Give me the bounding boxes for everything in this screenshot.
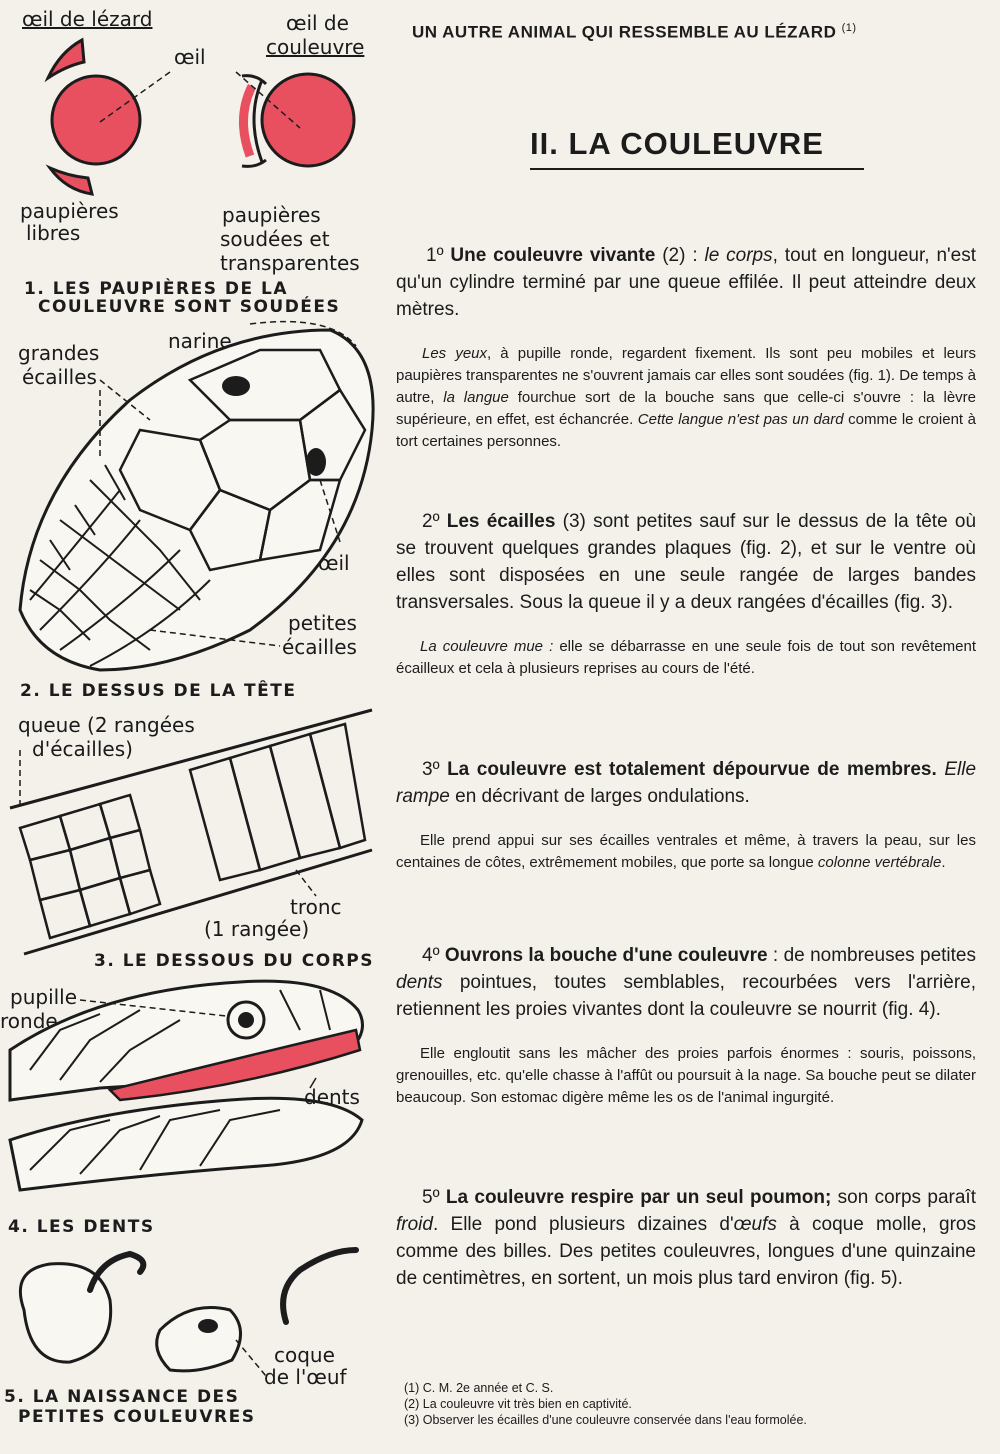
fig1-label-free-lids-l1: paupières <box>20 199 119 223</box>
fig3-label-trunk-l2: (1 rangée) <box>204 917 310 941</box>
fig1-label-snake-eye-l2: couleuvre <box>266 35 365 59</box>
fig2-label-nostril: narine <box>168 329 232 353</box>
page-header-note: (1) <box>841 22 857 34</box>
section-2-number: 2º <box>422 511 440 532</box>
section-5-lead: La couleuvre respire par un seul poumon; <box>445 1187 832 1208</box>
section-1-detail: Les yeux, à pupille ronde, regardent fixement. Ils sont peu mobiles et leurs paupières transparentes ne s'ouvrent jamais car elles sont soudées (fig. 1). De temps à autre, la langue fourchue sort de la bouche sans que celle-ci s'ouvre : la lèvre supérieure, en effet, est échancrée. Cette langue n'est pas un dard comme le croient à tort certaines personnes. <box>396 345 977 450</box>
head-right-eye <box>306 448 326 476</box>
fig1-caption-l2: COULEUVRE SONT SOUDÉES <box>38 297 341 317</box>
fig4-label-pupil-l2: ronde <box>0 1009 58 1033</box>
fig1-label-lizard-eye: œil de lézard <box>22 7 153 31</box>
section-3-lead: La couleuvre est totalement dépourvue de membres. <box>447 759 937 780</box>
section-4 <box>396 942 976 1109</box>
section-1-main: 1º Une couleuvre vivante (2) : le corps, tout en longueur, n'est qu'un cylindre terminé par une queue effilée. Il peut atteindre deux mètres. <box>396 245 976 320</box>
section-5 <box>396 1184 976 1292</box>
snake-lid-arc-outer <box>243 86 252 156</box>
fig5-caption-l2: PETITES COULEUVRES <box>18 1407 256 1427</box>
fig5-label-shell-l1: coque <box>274 1343 335 1367</box>
section-2 <box>396 508 976 680</box>
section-3-number: 3º <box>422 759 440 780</box>
section-5-number: 5º <box>422 1187 440 1208</box>
snake-eye-ball <box>262 74 354 166</box>
fig1-label-free-lids-l2: libres <box>26 221 81 245</box>
fig1-label-snake-eye-l1: œil de <box>286 11 349 35</box>
section-4-number: 4º <box>422 945 440 966</box>
fig1-label-fused-lids-l2: soudées et <box>220 227 330 251</box>
footnote-1: (1) C. M. 2e année et C. S. <box>404 1381 554 1395</box>
fig1-label-eye: œil <box>174 45 206 69</box>
section-2-note: (3) <box>562 511 586 532</box>
page-title: II. LA COULEUVRE <box>530 126 824 161</box>
fig1-caption-l1: 1. LES PAUPIÈRES DE LA <box>24 279 289 299</box>
fig3-label-tail-l2: d'écailles) <box>32 737 133 761</box>
section-4-main: 4º Ouvrons la bouche d'une couleuvre : de nombreuses petites dents pointues, toutes semblables, recourbées vers l'arrière, retiennent les proies vivantes dont la couleuvre se nourrit (fig. 4). <box>396 945 976 1020</box>
footnote-2: (2) La couleuvre vit très bien en captivité. <box>404 1397 632 1411</box>
section-4-detail: Elle engloutit sans les mâcher des proies parfois énormes : souris, poissons, grenouilles, etc. qu'elle chasse à l'affût ou poursuit à la nage. Sa bouche peut se dilater beaucoup. Son estomac digère même les os de l'animal ingurgité. <box>396 1045 976 1106</box>
fig5-label-shell-l2: de l'œuf <box>264 1365 347 1389</box>
section-2-detail: La couleuvre mue : elle se débarrasse en une seule fois de tout son revêtement écailleux et cela à plusieurs reprises au cours de l'été. <box>396 638 977 677</box>
fig2-label-large-scales-l1: grandes <box>18 341 100 365</box>
lizard-lower-lid <box>50 168 92 194</box>
fig4-label-pupil-l1: pupille <box>10 985 78 1009</box>
fig3-caption: 3. LE DESSOUS DU CORPS <box>94 951 374 971</box>
footnotes <box>404 1380 807 1428</box>
fig1-label-fused-lids-l1: paupières <box>222 203 321 227</box>
section-3-main: 3º La couleuvre est totalement dépourvue de membres. Elle rampe en décrivant de larges ondulations. <box>396 759 977 807</box>
page-header <box>412 22 990 43</box>
page-header-text: UN AUTRE ANIMAL QUI RESSEMBLE AU LÉZARD <box>412 22 837 42</box>
fig2-label-eye: œil <box>318 551 350 575</box>
section-1-lead: Une couleuvre vivante <box>450 245 656 266</box>
fig2-label-small-scales-l1: petites <box>288 611 357 635</box>
section-1-note: (2) <box>662 245 686 266</box>
fig4-caption: 4. LES DENTS <box>8 1217 155 1237</box>
fig2-label-small-scales-l2: écailles <box>282 635 357 659</box>
lizard-upper-lid <box>48 40 84 78</box>
fig4-label-teeth: dents <box>304 1085 360 1109</box>
footnote-3: (3) Observer les écailles d'une couleuvre conservée dans l'eau formolée. <box>404 1413 807 1427</box>
section-5-main: 5º La couleuvre respire par un seul poumon; son corps paraît froid. Elle pond plusieurs dizaines d'œufs à coque molle, gros comme des billes. Des petites couleuvres, longues d'une quinzaine de centimètres, en sortent, un mois plus tard environ (fig. 5). <box>396 1187 976 1289</box>
fig3-label-tail-l1: queue (2 rangées <box>18 713 195 737</box>
section-2-main: 2º Les écailles (3) sont petites sauf sur le dessus de la tête où se trouvent quelques grandes plaques (fig. 2), et sur le ventre où elles sont disposées en une seule rangée de larges bandes transversales. Sous la queue il y a deux rangées d'écailles (fig. 3). <box>396 511 977 613</box>
fig2-caption: 2. LE DESSUS DE LA TÊTE <box>20 681 297 701</box>
fig3-belly-drawing <box>0 700 390 960</box>
fig3-label-trunk-l1: tronc <box>290 895 342 919</box>
section-3-detail: Elle prend appui sur ses écailles ventrales et même, à travers la peau, sur les centaines de côtes, extrêmement mobiles, que porte sa longue colonne vertébrale. <box>396 832 976 871</box>
title-underline <box>530 168 864 170</box>
fig1-label-fused-lids-l3: transparentes <box>220 251 360 275</box>
lizard-eye-ball <box>52 76 140 164</box>
fig5-caption-l1: 5. LA NAISSANCE DES <box>4 1387 240 1407</box>
head-left-eye <box>222 376 250 396</box>
egg-right <box>157 1308 241 1371</box>
section-4-lead: Ouvrons la bouche d'une couleuvre <box>444 945 768 966</box>
fig2-label-large-scales-l2: écailles <box>22 365 97 389</box>
section-1 <box>396 242 976 453</box>
section-2-lead: Les écailles <box>446 511 556 532</box>
section-1-number: 1º <box>426 245 444 266</box>
section-3 <box>396 756 976 874</box>
